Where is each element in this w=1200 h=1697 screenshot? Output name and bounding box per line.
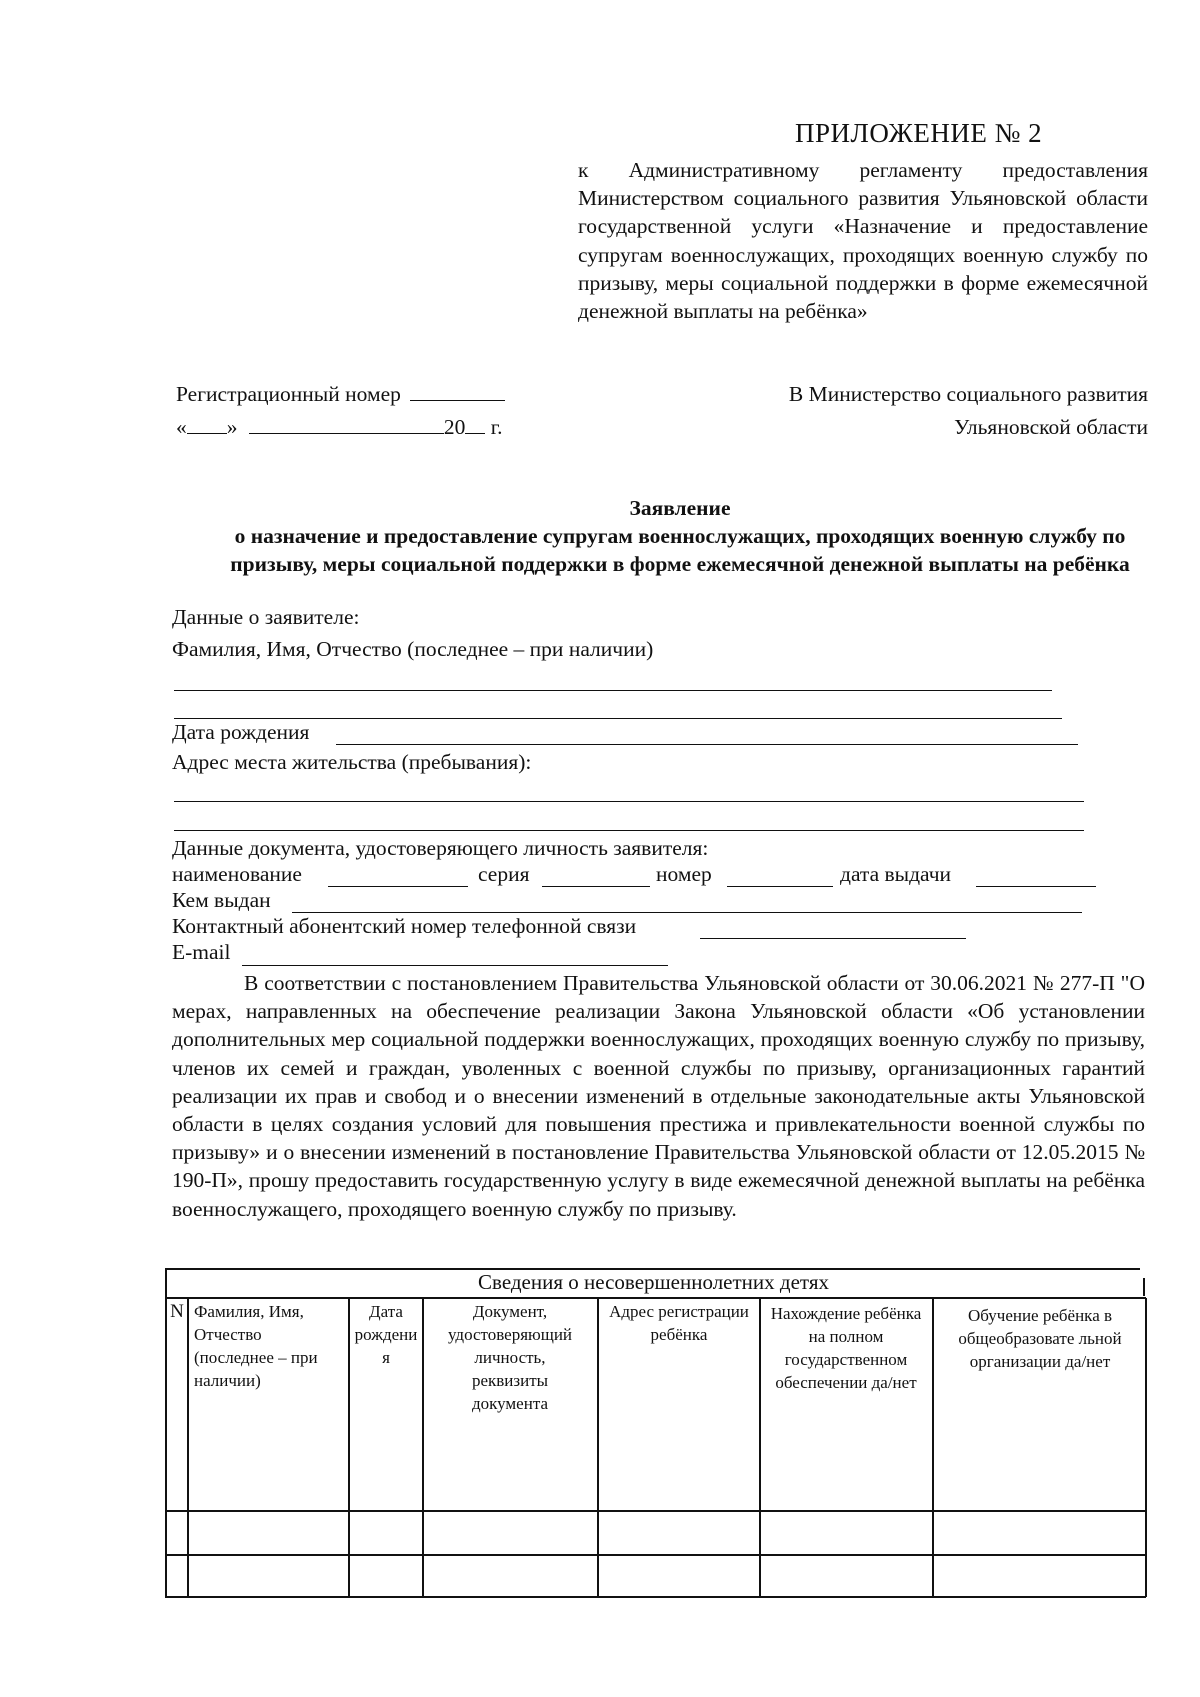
recipient-line-1: В Министерство социального развития (788, 382, 1148, 406)
doc-series-label: серия (478, 862, 530, 886)
header-number: N (170, 1301, 184, 1322)
table-caption-divider (165, 1297, 1146, 1299)
application-subtitle: о назначение и предоставление супругам военнослужащих, проходящих военную службу по призыву, меры социальной поддержки в форме ежемесячной денежной выплаты на ребёнка (230, 524, 1130, 576)
phone-label: Контактный абонентский номер телефонной связи (172, 914, 637, 938)
application-title: Заявление (629, 496, 731, 520)
address-field-line-2[interactable] (174, 830, 1084, 831)
issued-by-label: Кем выдан (172, 888, 271, 912)
registration-number-label: Регистрационный номер (176, 382, 401, 406)
recipient-block (720, 378, 1148, 444)
doc-issue-date-field[interactable] (976, 886, 1096, 887)
full-name-field-line-2[interactable] (174, 718, 1062, 719)
doc-name-field[interactable] (328, 886, 468, 887)
appendix-title: ПРИЛОЖЕНИЕ № 2 (795, 118, 1043, 148)
date-day-field[interactable] (187, 415, 227, 434)
recipient-line-2: Ульяновской области (954, 415, 1148, 439)
date-year-field[interactable] (465, 415, 485, 434)
header-birth-date: Дата рождени я (354, 1302, 418, 1367)
statement-paragraph (172, 969, 1145, 1223)
year-suffix: г. (490, 415, 503, 439)
applicant-section-label: Данные о заявителе: (172, 605, 360, 629)
doc-name-label: наименование (172, 862, 302, 886)
year-prefix: 20 (443, 415, 466, 439)
children-table (160, 1268, 1147, 1598)
full-name-label: Фамилия, Имя, Отчество (последнее – при наличии) (172, 637, 654, 661)
issued-by-field[interactable] (292, 912, 1082, 913)
table-row[interactable] (167, 1556, 1145, 1595)
birth-date-field[interactable] (336, 744, 1078, 745)
doc-number-field[interactable] (727, 886, 833, 887)
application-heading (200, 494, 1160, 578)
address-label: Адрес места жительства (пребывания): (172, 750, 532, 774)
header-full-name: Фамилия, Имя, Отчество (последнее – при наличии) (194, 1302, 318, 1390)
date-close-quote: » (226, 415, 238, 439)
table-caption: Сведения о несовершеннолетних детях (478, 1270, 829, 1294)
address-field-line-1[interactable] (174, 801, 1084, 802)
header-state-care: Нахождение ребёнка на полном государственном обеспечении да/нет (770, 1304, 922, 1392)
email-field[interactable] (242, 965, 668, 966)
appendix-reference-text: к Административному регламенту предоставления Министерством социального развития Ульяновской области государственной услуги «Назначение и предоставление супругам военнослужащих, проходящих военную службу по призыву, меры социальной поддержки в форме ежемесячной денежной выплаты на ребёнка» (578, 158, 1148, 324)
registration-block (176, 378, 505, 444)
full-name-field-line-1[interactable] (174, 690, 1052, 691)
header-address: Адрес регистрации ребёнка (609, 1302, 749, 1344)
header-id-document: Документ, удостоверяющий личность, реквизиты документа (447, 1302, 573, 1413)
id-document-label: Данные документа, удостоверяющего личность заявителя: (172, 836, 709, 860)
registration-number-field[interactable] (410, 382, 505, 401)
birth-date-label: Дата рождения (172, 720, 310, 744)
phone-field[interactable] (700, 938, 966, 939)
table-right-border (1145, 1298, 1147, 1597)
date-month-field[interactable] (249, 415, 444, 434)
date-open-quote: « (176, 415, 187, 439)
header-education: Обучение ребёнка в общеобразовате льной организации да/нет (958, 1306, 1122, 1371)
doc-series-field[interactable] (542, 886, 650, 887)
doc-issue-date-label: дата выдачи (840, 862, 952, 886)
table-bottom-border (165, 1596, 1146, 1598)
table-row[interactable] (167, 1512, 1145, 1553)
email-label: E-mail (172, 940, 231, 964)
statement-text: В соответствии с постановлением Правительства Ульяновской области от 30.06.2021 № 277-П "О мерах, направленных на обеспечение реализации Закона Ульяновской области «Об установлении дополнительных мер социальной поддержки военнослужащих, проходящих военную службу по призыву, членов их семей и граждан, уволенных с военной службы по призыву, организационных гарантий реализации их прав и свобод и о внесении изменений в отдельные законодательные акты Ульяновской области в целях создания условий для повышения престижа и привлекательности военной службы по призыву» и о внесении изменений в постановление Правительства Ульяновской области от 12.05.2015 № 190-П», прошу предоставить государственную услугу в виде ежемесячной денежной выплаты на ребёнка военнослужащего, проходящего военную службу по призыву. (172, 971, 1145, 1221)
doc-number-label: номер (656, 862, 712, 886)
